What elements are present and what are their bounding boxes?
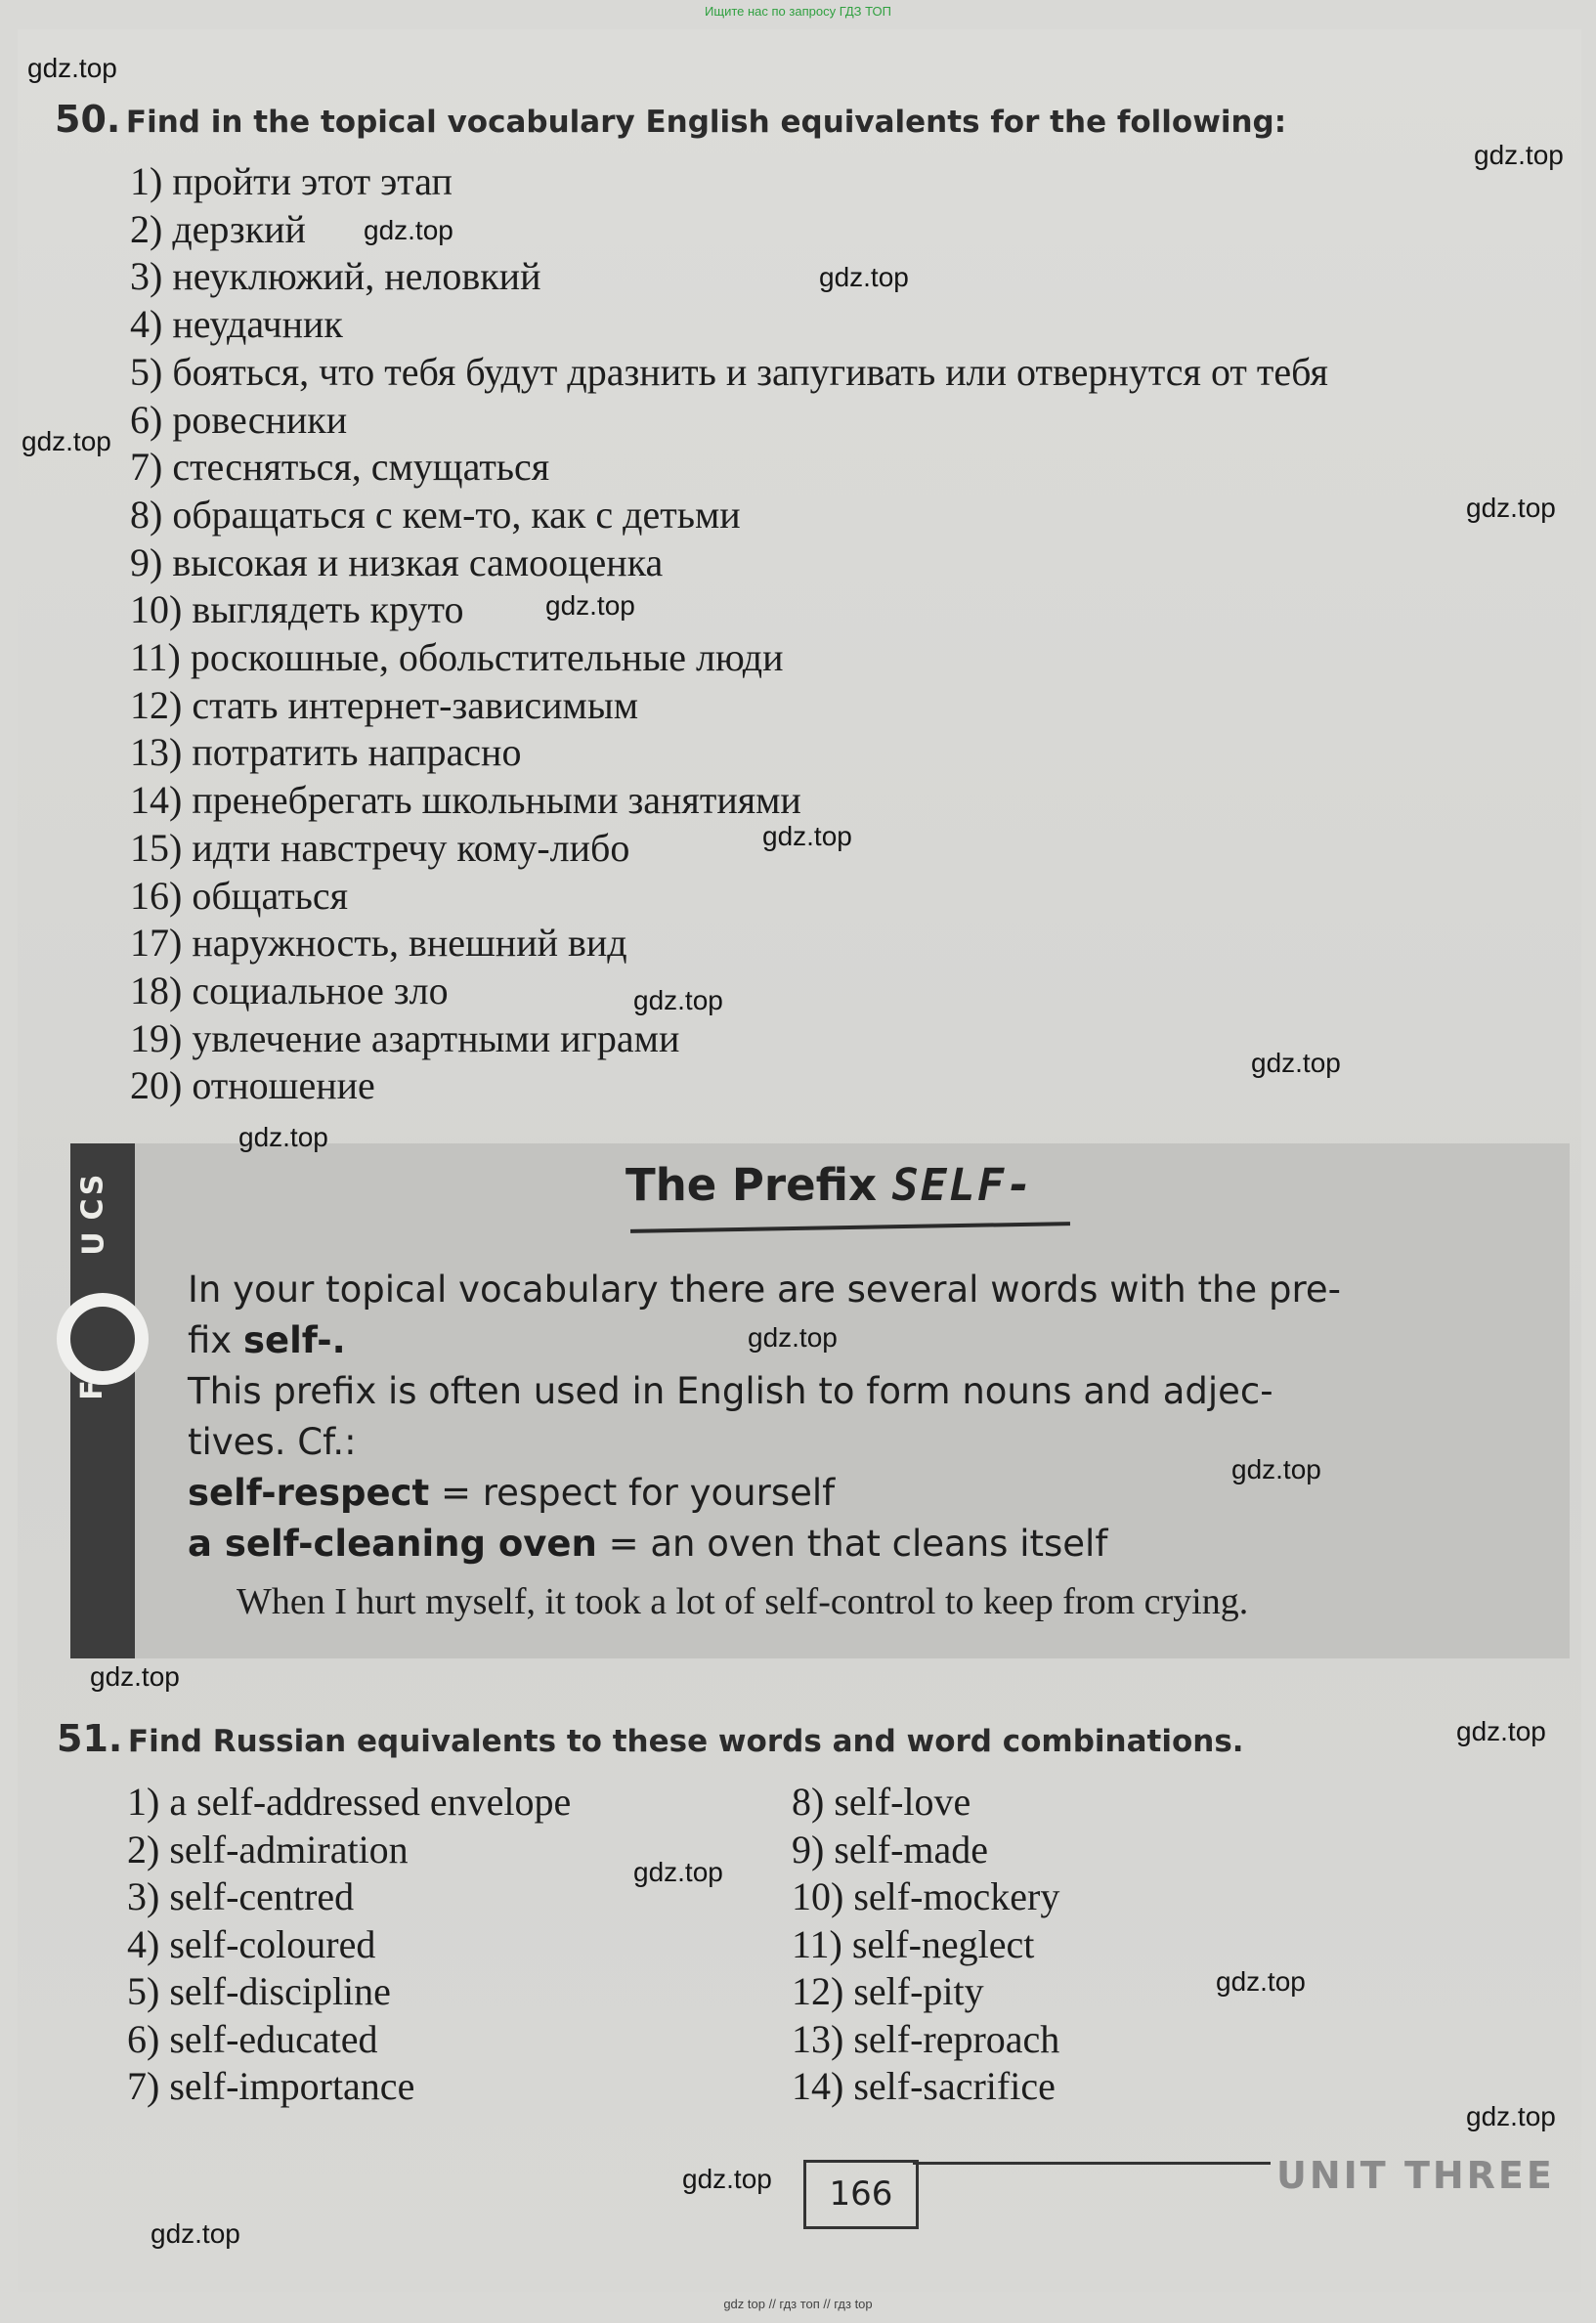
exercise-50-instruction: Find in the topical vocabulary English equivalents for the following: [125,105,1287,140]
watermark: gdz.top [1466,493,1556,523]
watermark: gdz.top [819,262,909,292]
list-item: 18) социальное зло [130,968,449,1012]
list-item: 12) стать интернет-зависимым [130,682,638,727]
exercise-50-header [55,98,1286,141]
focus-letter: F [74,1380,109,1400]
list-item: 8) обращаться с кем-то, как с детьми [130,492,741,537]
watermark: gdz.top [90,1661,180,1692]
list-item: 13) потратить напрасно [130,730,522,775]
list-item: 4) неудачник [130,302,343,347]
exercise-50-number: 50. [55,98,121,141]
list-item: 6) ровесники [130,397,348,442]
exercise-50-list [130,158,1328,1110]
watermark: gdz.top [633,1857,723,1887]
list-item: 2) self-admiration [127,1827,409,1871]
watermark: gdz.top [151,2218,240,2249]
watermark: gdz.top [22,426,111,456]
focus-para1-bold: self-. [242,1319,346,1361]
focus-o-circle-icon [57,1293,149,1385]
list-item: 7) self-importance [127,2064,415,2108]
exercise-51-number: 51. [57,1717,123,1760]
list-item: 11) self-neglect [792,1921,1035,1966]
footer-rule [913,2162,1271,2165]
watermark: gdz.top [633,985,723,1015]
list-item: 14) self-sacrifice [792,2064,1056,2108]
list-item: 9) self-made [792,1827,989,1871]
list-item: 12) self-pity [792,1969,984,2013]
top-banner: Ищите нас по запросу ГДЗ ТОП [705,4,891,19]
watermark: gdz.top [1474,140,1564,170]
watermark: gdz.top [748,1322,838,1353]
list-item: 9) высокая и низкая самооценка [130,539,664,584]
list-item: 11) роскошные, обольстительные люди [130,635,784,680]
watermark: gdz.top [238,1122,328,1152]
focus-text [188,1265,1502,1570]
list-item: 3) self-centred [127,1874,355,1918]
list-item: 6) self-educated [127,2016,378,2061]
watermark: gdz.top [1251,1048,1341,1078]
list-item: 10) выглядеть круто [130,587,464,632]
focus-letter: U [76,1231,111,1256]
list-item: 15) идти навстречу кому-либо [130,825,630,870]
focus-letter: S [75,1174,110,1196]
watermark: gdz.top [1216,1966,1306,1997]
list-item: 14) пренебрегать школьными занятиями [130,778,801,823]
list-item: 3) неуклюжий, неловкий [130,254,541,299]
watermark: gdz.top [762,821,852,851]
focus-para1-word: fix [188,1319,233,1361]
list-item: 1) a self-addressed envelope [127,1780,572,1824]
focus-title-script: SELF- [891,1159,1035,1211]
focus-example: When I hurt myself, it took a lot of self-control to keep from crying. [237,1581,1249,1622]
focus-def1-term: self-respect [188,1472,430,1514]
list-item: 5) бояться, что тебя будут дразнить и запугивать или отвернутся от тебя [130,349,1328,394]
unit-label: UNIT THREE [1276,2154,1555,2197]
list-item: 8) self-love [792,1780,971,1824]
list-item: 10) self-mockery [792,1874,1060,1918]
watermark: gdz.top [27,53,117,83]
list-item: 2) дерзкий [130,206,306,251]
exercise-51-column-1 [127,1779,571,2111]
focus-def1-rest: = respect for yourself [440,1472,836,1514]
list-item: 5) self-discipline [127,1969,391,2013]
list-item: 20) отношение [130,1063,375,1108]
focus-title [625,1159,1034,1211]
watermark: gdz.top [1456,1716,1546,1746]
focus-side-strip [70,1143,135,1658]
list-item: 16) общаться [130,873,349,918]
list-item: 7) стесняться, смущаться [130,445,550,490]
list-item: 19) увлечение азартными играми [130,1015,680,1060]
watermark: gdz.top [1231,1454,1321,1484]
list-item: 13) self-reproach [792,2016,1060,2061]
exercise-51-column-2 [792,1779,1059,2111]
watermark: gdz.top [1466,2101,1556,2131]
watermark: gdz.top [545,590,635,621]
exercise-51-instruction: Find Russian equivalents to these words and word combinations. [127,1724,1244,1759]
watermark: gdz.top [682,2164,772,2194]
focus-para1-line1: In your topical vocabulary there are several words with the pre- [188,1269,1341,1311]
list-item: 1) пройти этот этап [130,159,453,203]
focus-def2-term: a self-cleaning oven [188,1523,597,1565]
focus-para2-line2: tives. Cf.: [188,1421,357,1463]
list-item: 17) наружность, внешний вид [130,921,627,966]
focus-letter: C [75,1198,110,1221]
focus-def2-rest: = an oven that cleans itself [608,1523,1108,1565]
watermark: gdz.top [364,215,453,245]
focus-title-text: The Prefix [625,1159,877,1211]
focus-para1-line2 [188,1315,1502,1366]
bottom-banner: gdz top // гдз топ // гдз top [723,2297,873,2311]
list-item: 4) self-coloured [127,1921,376,1966]
exercise-51-header [57,1717,1244,1760]
page-number: 166 [803,2160,919,2229]
focus-para2-line1: This prefix is often used in English to form nouns and adjec- [188,1370,1273,1412]
focus-def2 [188,1519,1502,1570]
